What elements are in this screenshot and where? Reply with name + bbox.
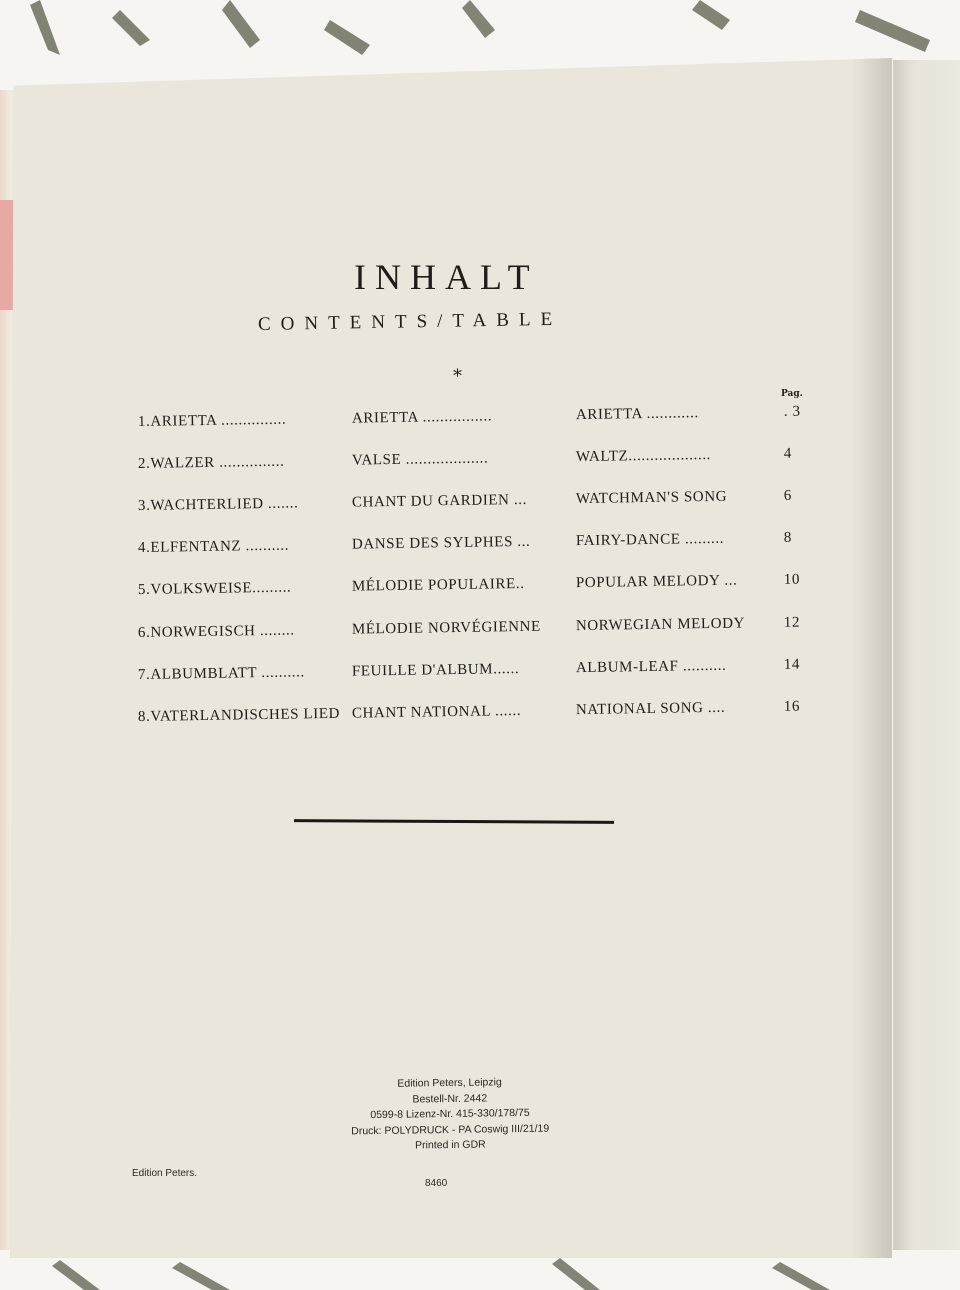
toc-english-title: ARIETTA ............	[575, 405, 699, 424]
page-subtitle: CONTENTS/TABLE	[257, 308, 563, 335]
toc-row	[138, 572, 802, 606]
imprint-publisher: Edition Peters, Leipzig	[397, 1076, 502, 1090]
toc-page-number: 8	[783, 529, 793, 546]
plate-number: 8460	[425, 1178, 448, 1189]
toc-french-title: CHANT NATIONAL ......	[351, 702, 522, 722]
toc-row	[138, 657, 802, 691]
toc-english-title: FAIRY-DANCE .........	[575, 530, 725, 550]
publisher-imprint	[299, 1074, 600, 1156]
divider-rule	[294, 819, 614, 824]
toc-english-title: NORWEGIAN MELODY	[575, 615, 746, 635]
toc-german-title: 4.ELFENTANZ ..........	[137, 537, 290, 556]
toc-english-title: POPULAR MELODY ...	[575, 572, 738, 592]
imprint-printed-in: Printed in GDR	[415, 1138, 486, 1152]
toc-english-title: NATIONAL SONG ....	[575, 699, 726, 719]
page-title: INHALT	[354, 257, 539, 297]
toc-english-title: WALTZ...................	[575, 446, 712, 466]
toc-german-title: 3.WACHTERLIED .......	[137, 495, 299, 514]
toc-german-title: 7.ALBUMBLATT ..........	[137, 664, 305, 683]
toc-page-number: 10	[783, 571, 801, 588]
toc-row	[138, 488, 802, 522]
toc-french-title: DANSE DES SYLPHES ...	[351, 533, 531, 553]
toc-row	[138, 699, 802, 733]
toc-row	[138, 404, 802, 438]
toc-row	[138, 446, 802, 480]
imprint-printer: Druck: POLYDRUCK - PA Coswig III/21/19	[351, 1122, 550, 1137]
toc-german-title: 5.VOLKSWEISE.........	[137, 579, 292, 598]
toc-page-number: 4	[783, 445, 793, 462]
toc-german-title: 6.NORWEGISCH ........	[137, 622, 295, 641]
imprint-order-number: Bestell-Nr. 2442	[412, 1091, 488, 1106]
toc-english-title: WATCHMAN'S SONG	[575, 488, 728, 508]
toc-row	[138, 530, 802, 564]
toc-german-title: 8.VATERLANDISCHES LIED	[137, 705, 341, 725]
toc-french-title: VALSE ...................	[351, 450, 489, 469]
toc-row	[138, 615, 802, 649]
toc-english-title: ALBUM-LEAF ..........	[575, 657, 727, 677]
toc-french-title: FEUILLE D'ALBUM......	[351, 661, 520, 680]
toc-french-title: MÉLODIE POPULAIRE..	[351, 575, 525, 595]
toc-page-number: 12	[783, 614, 801, 631]
toc-german-title: 1.ARIETTA ...............	[137, 411, 287, 430]
asterisk-ornament: *	[453, 366, 462, 387]
toc-french-title: MÉLODIE NORVÉGIENNE	[351, 618, 541, 638]
page-column-label: Pag.	[781, 389, 803, 399]
imprint-license: 0599-8 Lizenz-Nr. 415-330/178/75	[370, 1106, 530, 1122]
toc-page-number: . 3	[783, 403, 801, 420]
toc-page-number: 16	[783, 698, 801, 715]
edition-footer: Edition Peters.	[132, 1168, 198, 1179]
toc-german-title: 2.WALZER ...............	[137, 453, 285, 472]
toc-french-title: CHANT DU GARDIEN ...	[351, 491, 528, 511]
toc-page-number: 6	[783, 487, 793, 504]
toc-page-number: 14	[783, 656, 801, 673]
toc-french-title: ARIETTA ................	[351, 408, 493, 427]
